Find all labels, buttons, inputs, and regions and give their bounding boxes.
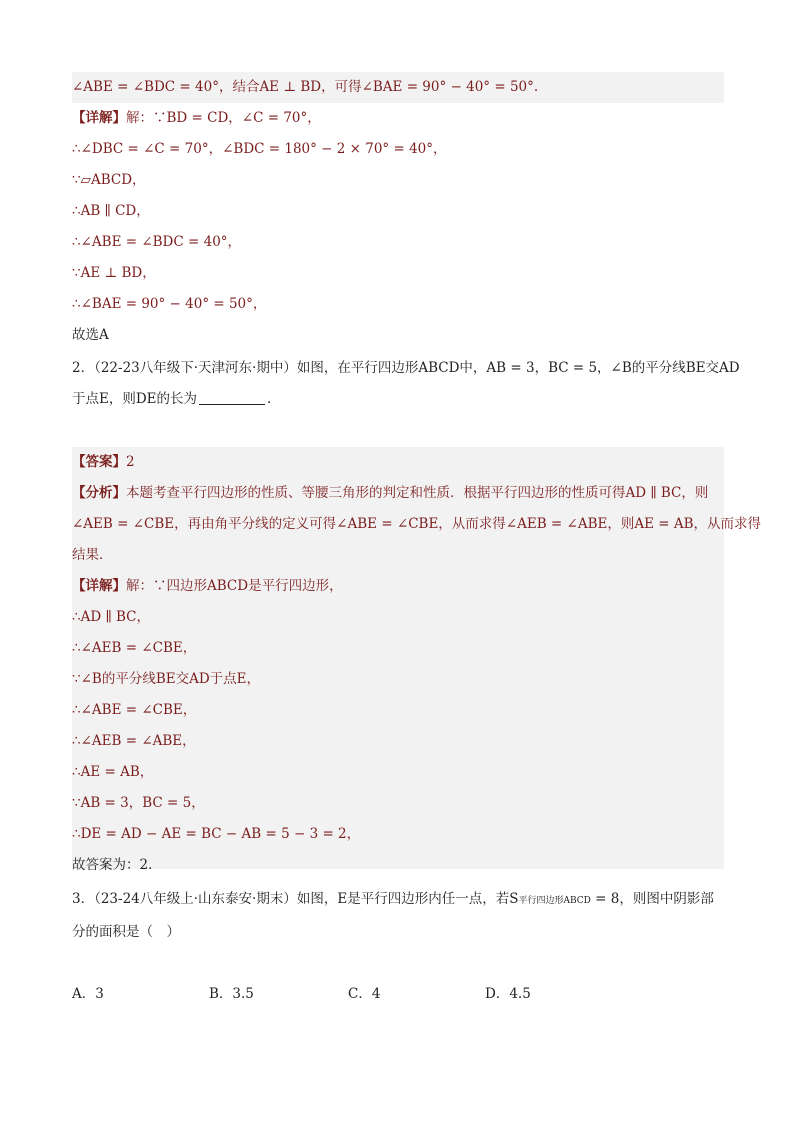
q2-analysis-label: 【分析】 (72, 485, 126, 501)
q1-detail-line: ∴∠BAE = 90° − 40° = 50°， (72, 296, 267, 312)
q2-detail-line: ∴∠ABE = ∠CBE， (72, 702, 197, 718)
option-b[interactable]: B．3.5 (209, 986, 254, 1002)
option-c[interactable]: C．4 (348, 986, 381, 1002)
q2-detail-line: ∵∠B的平分线BE交AD于点E， (72, 671, 261, 687)
q2-detail-line: ∵AB = 3，BC = 5， (72, 795, 205, 811)
q2-analysis-line: ∠AEB = ∠CBE，再由角平分线的定义可得∠ABE = ∠CBE，从而求得∠AEB = ∠ABE，则AE = AB，从而求得 (72, 516, 762, 532)
q3-question-line: = 8，则图中阴影部 (590, 891, 714, 907)
q1-detail-label: 【详解】 (72, 110, 126, 126)
q2-analysis-line: 本题考查平行四边形的性质、等腰三角形的判定和性质．根据平行四边形的性质可得AD ∥ BC，则 (126, 485, 709, 501)
q2-solution-block (72, 447, 762, 873)
q2-detail-line: ∴DE = AD − AE = BC − AB = 5 − 3 = 2， (72, 826, 361, 842)
q1-detail-line: ∵▱ABCD， (72, 172, 146, 188)
answer-blank (199, 390, 265, 405)
q3-question-line: 分的面积是（ ） (72, 924, 180, 940)
q2-detail-line: ∴∠AEB = ∠CBE， (72, 640, 197, 656)
q1-detail-line: ∴∠DBC = ∠C = 70°，∠BDC = 180° − 2 × 70° = 40°， (72, 141, 447, 157)
q2-detail-line: ∴AE = AB， (72, 764, 154, 780)
area-subscript: 平行四边形ABCD (518, 896, 591, 906)
q2-detail-line: 解：∵四边形ABCD是平行四边形， (126, 578, 343, 594)
q2-detail-label: 【详解】 (72, 578, 126, 594)
q2-analysis-line: 结果． (72, 547, 113, 563)
q2-detail-line: 故答案为：2． (72, 857, 162, 873)
q1-solution-block (72, 72, 724, 103)
q2-question-line: 2．（22-23八年级下·天津河东·期中）如图，在平行四边形ABCD中，AB = 3，BC = 5，∠B的平分线BE交AD (72, 360, 740, 376)
q3-options (72, 982, 724, 1004)
q1-detail-line: 故选A (72, 327, 109, 343)
q1-analysis-end: ∠ABE = ∠BDC = 40°，结合AE ⊥ BD，可得∠BAE = 90° − 40° = 50°. (72, 79, 539, 95)
option-a[interactable]: A．3 (72, 986, 104, 1002)
q2-answer-label: 【答案】 (72, 454, 126, 470)
q1-detail-block (72, 103, 724, 351)
q2-question-end: . (267, 391, 272, 407)
q1-detail-line: ∴AB ∥ CD， (72, 203, 150, 219)
option-d[interactable]: D．4.5 (485, 986, 531, 1002)
q2-question-line: 于点E，则DE的长为 (72, 391, 198, 407)
q2-answer-value: 2 (126, 454, 135, 470)
q1-detail-line: 解：∵BD = CD，∠C = 70°， (126, 110, 321, 126)
q2-detail-line: ∴AD ∥ BC， (72, 609, 150, 625)
q3-question (72, 884, 724, 948)
q2-question (72, 353, 740, 415)
q1-detail-line: ∵AE ⊥ BD， (72, 265, 156, 281)
q2-detail-line: ∴∠AEB = ∠ABE， (72, 733, 196, 749)
q1-detail-line: ∴∠ABE = ∠BDC = 40°， (72, 234, 242, 250)
q3-question-line: 3．（23-24八年级上·山东泰安·期末）如图，E是平行四边形内任一点，若S (72, 891, 519, 907)
